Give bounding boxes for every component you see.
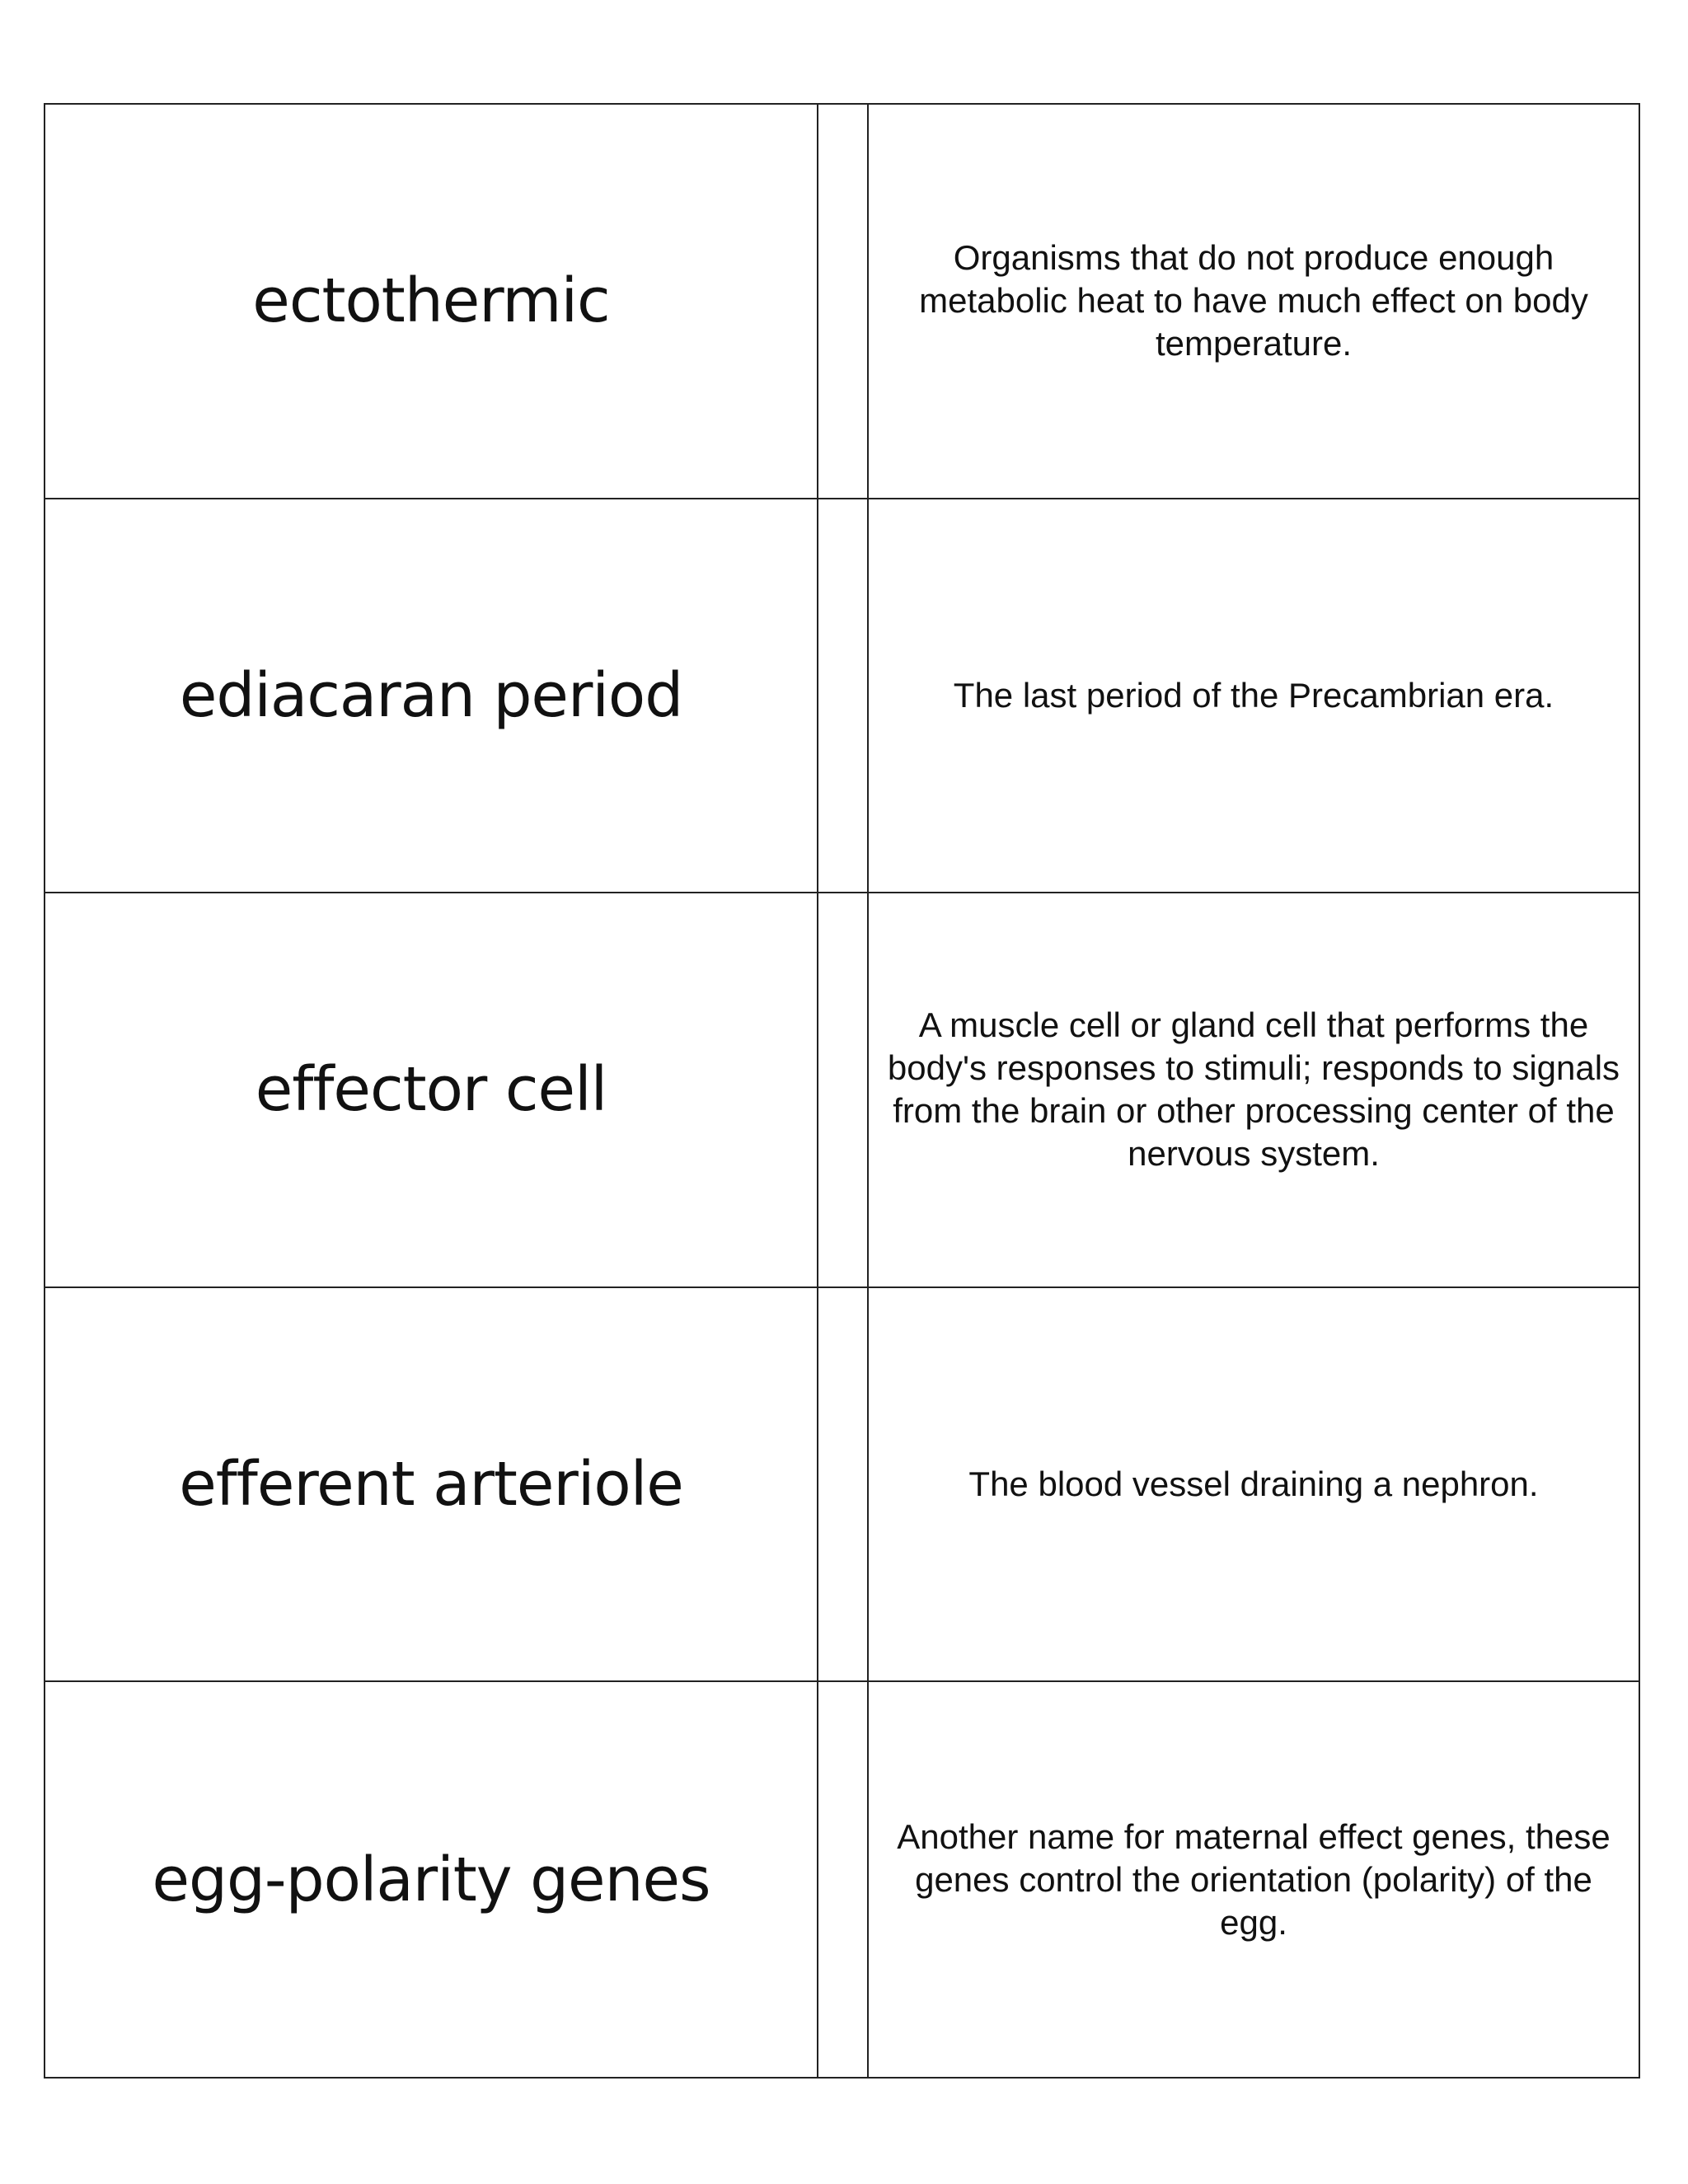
card-term: efferent arteriole	[179, 1449, 683, 1521]
card-definition-cell	[869, 893, 1639, 1288]
card-definition: A muscle cell or gland cell that performs the body's responses to stimuli; responds to signals from the brain or other processing center of the nervous system.	[887, 1005, 1620, 1174]
card-term-cell	[45, 105, 818, 499]
card-term-cell	[45, 499, 818, 894]
fold-gutter	[818, 1288, 869, 1683]
card-definition-cell	[869, 1288, 1639, 1683]
card-term-cell	[45, 1288, 818, 1683]
card-term: effector cell	[255, 1054, 607, 1126]
card-term-cell	[45, 893, 818, 1288]
fold-gutter	[818, 1682, 869, 2077]
fold-gutter	[818, 499, 869, 894]
card-term-cell	[45, 1682, 818, 2077]
card-definition: Organisms that do not produce enough metabolic heat to have much effect on body temperature.	[919, 238, 1588, 363]
card-definition-cell	[869, 1682, 1639, 2077]
card-definition-cell	[869, 499, 1639, 894]
card-term: ectothermic	[252, 265, 610, 337]
card-term: ediacaran period	[179, 659, 683, 731]
fold-gutter	[818, 105, 869, 499]
fold-gutter	[818, 893, 869, 1288]
card-definition-cell	[869, 105, 1639, 499]
card-definition: The last period of the Precambrian era.	[953, 675, 1554, 715]
card-term: egg-polarity genes	[152, 1844, 710, 1915]
card-definition: The blood vessel draining a nephron.	[968, 1465, 1539, 1504]
card-definition: Another name for maternal effect genes, these genes control the orientation (polarity) of the egg.	[897, 1816, 1611, 1942]
flashcard-sheet	[44, 103, 1640, 2079]
